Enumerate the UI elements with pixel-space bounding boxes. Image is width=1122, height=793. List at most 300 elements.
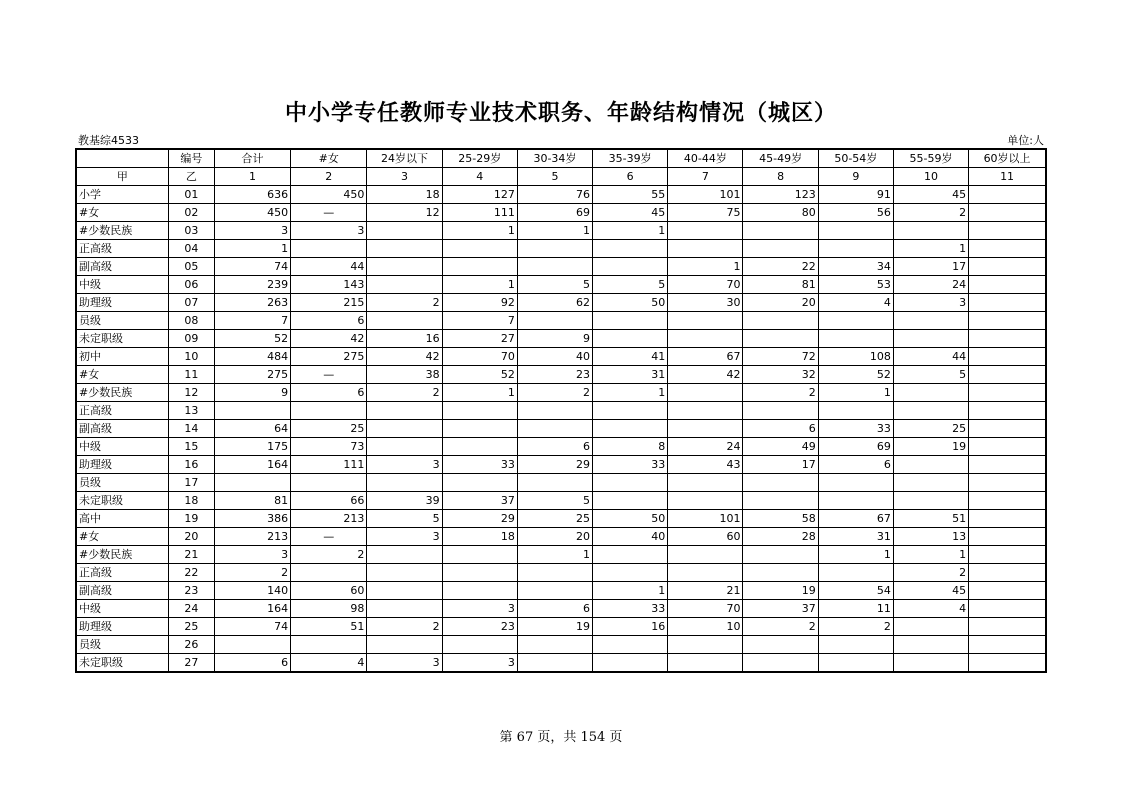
value-cell: 2 xyxy=(893,564,968,582)
row-label: 正高级 xyxy=(76,564,168,582)
value-cell xyxy=(969,258,1046,276)
row-label: 助理级 xyxy=(76,456,168,474)
row-label: 未定职级 xyxy=(76,330,168,348)
row-code: 22 xyxy=(168,564,214,582)
value-cell: 164 xyxy=(214,600,290,618)
value-cell: 12 xyxy=(367,204,442,222)
header-cell: 24岁以下 xyxy=(367,149,442,168)
value-cell xyxy=(818,564,893,582)
value-cell: 32 xyxy=(743,366,818,384)
value-cell: 40 xyxy=(593,528,668,546)
column-index-cell: 1 xyxy=(214,168,290,186)
value-cell xyxy=(818,492,893,510)
row-code: 03 xyxy=(168,222,214,240)
value-cell xyxy=(517,312,592,330)
value-cell: 3 xyxy=(442,600,517,618)
row-label: 员级 xyxy=(76,636,168,654)
header-cell: 55-59岁 xyxy=(893,149,968,168)
value-cell: 44 xyxy=(291,258,367,276)
row-label: 未定职级 xyxy=(76,654,168,673)
table-body xyxy=(76,149,1046,672)
table-row xyxy=(76,294,1046,312)
value-cell xyxy=(668,492,743,510)
value-cell: 1 xyxy=(668,258,743,276)
row-code: 26 xyxy=(168,636,214,654)
value-cell xyxy=(442,546,517,564)
value-cell: 37 xyxy=(743,600,818,618)
value-cell: 4 xyxy=(291,654,367,673)
value-cell xyxy=(593,312,668,330)
value-cell xyxy=(214,636,290,654)
value-cell xyxy=(969,240,1046,258)
row-code: 01 xyxy=(168,186,214,204)
value-cell: 1 xyxy=(442,384,517,402)
value-cell: 62 xyxy=(517,294,592,312)
row-label: 员级 xyxy=(76,312,168,330)
row-code: 10 xyxy=(168,348,214,366)
value-cell: 33 xyxy=(593,600,668,618)
value-cell: 91 xyxy=(818,186,893,204)
value-cell: 60 xyxy=(291,582,367,600)
value-cell: 17 xyxy=(893,258,968,276)
value-cell xyxy=(367,402,442,420)
value-cell: 54 xyxy=(818,582,893,600)
table-row xyxy=(76,312,1046,330)
value-cell xyxy=(593,330,668,348)
value-cell: 60 xyxy=(668,528,743,546)
row-code: 02 xyxy=(168,204,214,222)
value-cell: 123 xyxy=(743,186,818,204)
value-cell: 6 xyxy=(517,438,592,456)
row-label: 小学 xyxy=(76,186,168,204)
value-cell xyxy=(517,258,592,276)
value-cell: 3 xyxy=(893,294,968,312)
value-cell: 33 xyxy=(593,456,668,474)
value-cell xyxy=(743,564,818,582)
value-cell: 49 xyxy=(743,438,818,456)
value-cell: 3 xyxy=(367,528,442,546)
value-cell xyxy=(367,564,442,582)
header-cell: 25-29岁 xyxy=(442,149,517,168)
header-cell: 45-49岁 xyxy=(743,149,818,168)
value-cell xyxy=(893,654,968,673)
row-code: 18 xyxy=(168,492,214,510)
value-cell: 31 xyxy=(818,528,893,546)
value-cell: 3 xyxy=(214,546,290,564)
value-cell: 80 xyxy=(743,204,818,222)
value-cell: 3 xyxy=(367,456,442,474)
value-cell xyxy=(367,222,442,240)
column-index-cell: 3 xyxy=(367,168,442,186)
value-cell xyxy=(442,582,517,600)
value-cell: 101 xyxy=(668,186,743,204)
value-cell: 41 xyxy=(593,348,668,366)
value-cell xyxy=(818,222,893,240)
value-cell: 74 xyxy=(214,618,290,636)
table-row xyxy=(76,564,1046,582)
value-cell xyxy=(743,546,818,564)
value-cell: 1 xyxy=(517,546,592,564)
column-index-cell: 6 xyxy=(593,168,668,186)
value-cell: 70 xyxy=(442,348,517,366)
header-cell: 60岁以上 xyxy=(969,149,1046,168)
value-cell: 1 xyxy=(818,384,893,402)
value-cell: 20 xyxy=(517,528,592,546)
table-row xyxy=(76,546,1046,564)
value-cell: 70 xyxy=(668,600,743,618)
value-cell xyxy=(517,564,592,582)
row-label: 员级 xyxy=(76,474,168,492)
table-row xyxy=(76,240,1046,258)
value-cell xyxy=(593,492,668,510)
value-cell: 25 xyxy=(517,510,592,528)
value-cell xyxy=(743,654,818,673)
value-cell: 9 xyxy=(517,330,592,348)
row-label: #女 xyxy=(76,366,168,384)
value-cell: 52 xyxy=(442,366,517,384)
value-cell: 164 xyxy=(214,456,290,474)
value-cell: 1 xyxy=(442,276,517,294)
value-cell: 72 xyxy=(743,348,818,366)
value-cell: 8 xyxy=(593,438,668,456)
value-cell: 67 xyxy=(818,510,893,528)
value-cell xyxy=(442,258,517,276)
row-label: #少数民族 xyxy=(76,384,168,402)
value-cell: 2 xyxy=(367,294,442,312)
value-cell xyxy=(291,240,367,258)
value-cell xyxy=(517,240,592,258)
row-label: 正高级 xyxy=(76,402,168,420)
value-cell: 10 xyxy=(668,618,743,636)
value-cell: 33 xyxy=(818,420,893,438)
table-row xyxy=(76,348,1046,366)
header-cell: 50-54岁 xyxy=(818,149,893,168)
value-cell: 101 xyxy=(668,510,743,528)
value-cell: 2 xyxy=(517,384,592,402)
value-cell xyxy=(969,582,1046,600)
value-cell xyxy=(969,312,1046,330)
value-cell: 213 xyxy=(214,528,290,546)
row-code: 05 xyxy=(168,258,214,276)
value-cell: 42 xyxy=(291,330,367,348)
value-cell: 2 xyxy=(743,384,818,402)
value-cell: 17 xyxy=(743,456,818,474)
value-cell xyxy=(367,438,442,456)
value-cell: 22 xyxy=(743,258,818,276)
row-code: 06 xyxy=(168,276,214,294)
value-cell xyxy=(517,402,592,420)
table-row xyxy=(76,528,1046,546)
value-cell: 67 xyxy=(668,348,743,366)
value-cell xyxy=(517,654,592,673)
header-cell: 编号 xyxy=(168,149,214,168)
row-label: 助理级 xyxy=(76,618,168,636)
value-cell: 275 xyxy=(291,348,367,366)
value-cell: 1 xyxy=(442,222,517,240)
row-label: 高中 xyxy=(76,510,168,528)
value-cell: 30 xyxy=(668,294,743,312)
value-cell xyxy=(367,636,442,654)
value-cell: 19 xyxy=(893,438,968,456)
header-cell: 40-44岁 xyxy=(668,149,743,168)
column-index-cell: 10 xyxy=(893,168,968,186)
value-cell xyxy=(969,564,1046,582)
value-cell xyxy=(291,402,367,420)
value-cell xyxy=(893,456,968,474)
value-cell xyxy=(818,474,893,492)
value-cell: 263 xyxy=(214,294,290,312)
column-index-cell: 乙 xyxy=(168,168,214,186)
value-cell xyxy=(893,618,968,636)
value-cell xyxy=(969,546,1046,564)
value-cell xyxy=(818,240,893,258)
value-cell xyxy=(893,384,968,402)
value-cell: 52 xyxy=(214,330,290,348)
column-index-cell: 5 xyxy=(517,168,592,186)
value-cell xyxy=(743,474,818,492)
value-cell: 2 xyxy=(214,564,290,582)
row-code: 14 xyxy=(168,420,214,438)
value-cell xyxy=(593,240,668,258)
value-cell: 19 xyxy=(743,582,818,600)
value-cell: 50 xyxy=(593,294,668,312)
value-cell: 2 xyxy=(743,618,818,636)
value-cell xyxy=(969,438,1046,456)
column-index-cell: 2 xyxy=(291,168,367,186)
value-cell xyxy=(668,402,743,420)
value-cell xyxy=(668,546,743,564)
value-cell xyxy=(442,420,517,438)
value-cell xyxy=(668,222,743,240)
table-row xyxy=(76,438,1046,456)
value-cell: 34 xyxy=(818,258,893,276)
row-label: #少数民族 xyxy=(76,546,168,564)
value-cell xyxy=(743,312,818,330)
value-cell: 73 xyxy=(291,438,367,456)
value-cell xyxy=(893,492,968,510)
value-cell: 58 xyxy=(743,510,818,528)
value-cell: 5 xyxy=(517,276,592,294)
header-cell: 合计 xyxy=(214,149,290,168)
value-cell: 6 xyxy=(517,600,592,618)
value-cell xyxy=(969,420,1046,438)
page-footer: 第 67 页，共 154 页 xyxy=(499,730,623,745)
value-cell xyxy=(367,420,442,438)
value-cell xyxy=(743,402,818,420)
value-cell: 56 xyxy=(818,204,893,222)
value-cell xyxy=(593,420,668,438)
value-cell: 1 xyxy=(818,546,893,564)
value-cell: 45 xyxy=(893,582,968,600)
value-cell: 6 xyxy=(291,312,367,330)
value-cell xyxy=(593,564,668,582)
value-cell: 1 xyxy=(214,240,290,258)
value-cell: 2 xyxy=(367,618,442,636)
table-row xyxy=(76,384,1046,402)
value-cell xyxy=(969,186,1046,204)
value-cell: 275 xyxy=(214,366,290,384)
value-cell xyxy=(593,474,668,492)
value-cell: — xyxy=(291,528,367,546)
value-cell: 6 xyxy=(818,456,893,474)
value-cell: 450 xyxy=(214,204,290,222)
value-cell: 450 xyxy=(291,186,367,204)
value-cell xyxy=(593,402,668,420)
row-label: 副高级 xyxy=(76,258,168,276)
value-cell xyxy=(367,582,442,600)
value-cell: 69 xyxy=(517,204,592,222)
value-cell xyxy=(442,240,517,258)
value-cell: 29 xyxy=(517,456,592,474)
value-cell xyxy=(969,474,1046,492)
value-cell xyxy=(291,474,367,492)
value-cell xyxy=(668,240,743,258)
value-cell: 386 xyxy=(214,510,290,528)
value-cell: 111 xyxy=(442,204,517,222)
value-cell xyxy=(743,222,818,240)
value-cell: 44 xyxy=(893,348,968,366)
value-cell: 20 xyxy=(743,294,818,312)
value-cell: 108 xyxy=(818,348,893,366)
value-cell: 51 xyxy=(291,618,367,636)
form-code: 教基综4533 xyxy=(78,134,139,147)
value-cell: 98 xyxy=(291,600,367,618)
value-cell: 1 xyxy=(517,222,592,240)
row-code: 09 xyxy=(168,330,214,348)
row-code: 12 xyxy=(168,384,214,402)
value-cell xyxy=(969,528,1046,546)
value-cell: — xyxy=(291,204,367,222)
value-cell xyxy=(969,492,1046,510)
value-cell: 18 xyxy=(442,528,517,546)
value-cell xyxy=(893,636,968,654)
row-code: 19 xyxy=(168,510,214,528)
row-label: #女 xyxy=(76,528,168,546)
row-label: 正高级 xyxy=(76,240,168,258)
row-label: 中级 xyxy=(76,276,168,294)
value-cell: 64 xyxy=(214,420,290,438)
value-cell: 66 xyxy=(291,492,367,510)
header-cell xyxy=(76,149,168,168)
value-cell xyxy=(214,402,290,420)
value-cell: 7 xyxy=(442,312,517,330)
value-cell xyxy=(442,564,517,582)
table-row xyxy=(76,366,1046,384)
value-cell xyxy=(893,402,968,420)
value-cell: 6 xyxy=(291,384,367,402)
value-cell: 2 xyxy=(818,618,893,636)
value-cell: 40 xyxy=(517,348,592,366)
value-cell xyxy=(517,420,592,438)
value-cell: 27 xyxy=(442,330,517,348)
table-row xyxy=(76,222,1046,240)
value-cell xyxy=(893,222,968,240)
value-cell xyxy=(593,636,668,654)
value-cell: 25 xyxy=(291,420,367,438)
unit-label: 单位:人 xyxy=(1007,134,1044,147)
value-cell xyxy=(969,510,1046,528)
row-code: 20 xyxy=(168,528,214,546)
value-cell: 38 xyxy=(367,366,442,384)
value-cell: 140 xyxy=(214,582,290,600)
data-table xyxy=(75,148,1047,673)
column-index-row xyxy=(76,168,1046,186)
value-cell: 5 xyxy=(517,492,592,510)
value-cell xyxy=(969,366,1046,384)
value-cell: 42 xyxy=(367,348,442,366)
value-cell: 1 xyxy=(593,384,668,402)
value-cell xyxy=(969,384,1046,402)
value-cell xyxy=(969,276,1046,294)
value-cell xyxy=(291,564,367,582)
value-cell xyxy=(367,258,442,276)
value-cell: 37 xyxy=(442,492,517,510)
value-cell: 636 xyxy=(214,186,290,204)
value-cell: 81 xyxy=(743,276,818,294)
row-label: 副高级 xyxy=(76,420,168,438)
row-code: 25 xyxy=(168,618,214,636)
value-cell xyxy=(969,222,1046,240)
column-index-cell: 11 xyxy=(969,168,1046,186)
value-cell: 13 xyxy=(893,528,968,546)
value-cell: 3 xyxy=(214,222,290,240)
value-cell xyxy=(743,492,818,510)
value-cell: 39 xyxy=(367,492,442,510)
value-cell xyxy=(818,636,893,654)
value-cell: 23 xyxy=(442,618,517,636)
value-cell: 52 xyxy=(818,366,893,384)
row-label: 助理级 xyxy=(76,294,168,312)
row-code: 07 xyxy=(168,294,214,312)
value-cell xyxy=(818,330,893,348)
table-row xyxy=(76,582,1046,600)
row-code: 27 xyxy=(168,654,214,673)
row-code: 17 xyxy=(168,474,214,492)
value-cell: 2 xyxy=(893,204,968,222)
column-index-cell: 8 xyxy=(743,168,818,186)
value-cell xyxy=(818,312,893,330)
row-code: 15 xyxy=(168,438,214,456)
value-cell: 215 xyxy=(291,294,367,312)
table-row xyxy=(76,330,1046,348)
value-cell: 5 xyxy=(367,510,442,528)
row-code: 13 xyxy=(168,402,214,420)
value-cell xyxy=(969,600,1046,618)
value-cell: 3 xyxy=(291,222,367,240)
column-index-cell: 7 xyxy=(668,168,743,186)
value-cell: 74 xyxy=(214,258,290,276)
value-cell: 76 xyxy=(517,186,592,204)
value-cell: 29 xyxy=(442,510,517,528)
value-cell xyxy=(969,636,1046,654)
value-cell: 6 xyxy=(214,654,290,673)
value-cell xyxy=(291,636,367,654)
value-cell: 19 xyxy=(517,618,592,636)
value-cell xyxy=(743,240,818,258)
value-cell: 70 xyxy=(668,276,743,294)
value-cell xyxy=(367,312,442,330)
column-index-cell: 9 xyxy=(818,168,893,186)
header-cell: 35-39岁 xyxy=(593,149,668,168)
table-row xyxy=(76,402,1046,420)
row-code: 04 xyxy=(168,240,214,258)
table-row xyxy=(76,510,1046,528)
value-cell: 28 xyxy=(743,528,818,546)
value-cell xyxy=(442,402,517,420)
value-cell xyxy=(367,474,442,492)
value-cell: 2 xyxy=(367,384,442,402)
header-cell: 30-34岁 xyxy=(517,149,592,168)
